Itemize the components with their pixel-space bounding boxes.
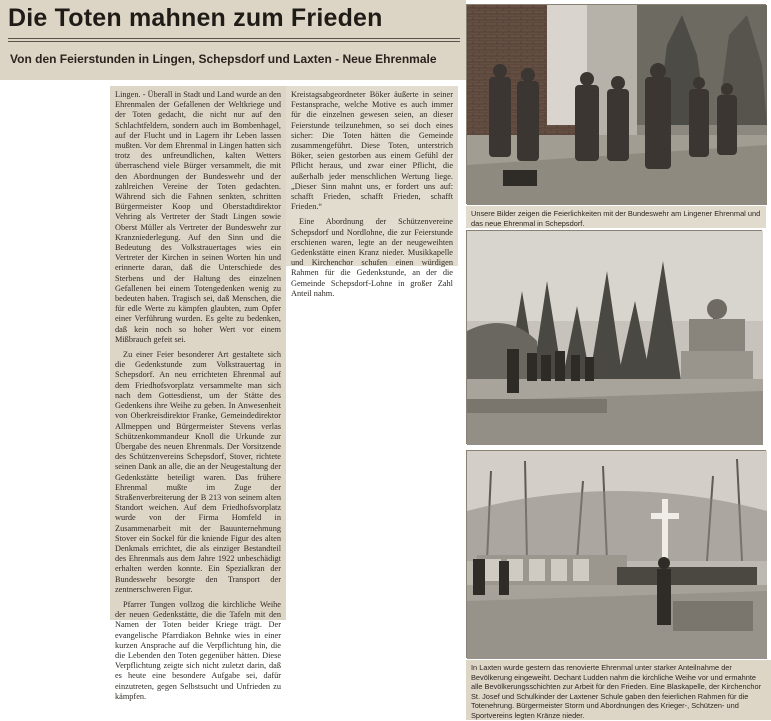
column-1-paragraph: Zu einer Feier besonderer Art gestaltete sich die Gedenkstunde zum Volkstrauertag in Schepsdorf. An neu errichteten Ehrenmal auf dem Friedhofsvorplatz versammelte man sich nach dem Gottesdienst, um der Stätte des Gedenkens ihre Weihe zu geben. In Anwesenheit von Oberkreisdirektor Franke, Gemeindedirektor Allmeppen und Bürgermeister Stevens verlas Schützenkommandeur Knoll die Urkunde zur Übergabe des neuen Ehrenmals. Der Vorsitzende des Schützenvereins Schepsdorf, Stover, richtete seinen Dank an alle, die an der Neugestaltung der Gedenkstätte beteiligt waren. Das frühere Ehrenmal mußte im Zuge der Straßenverbreiterung der B 213 von seinem alten Standort weichen. Auf dem Friedhofsvorplatz wurde von der Firma Homfeld in Zusammenarbeit mit der Bauunternehmung Stover ein Sockel für die kniende Figur des alten Denkmals errichtet, die als einziger Bestandteil des Ehrenmals aus dem Jahre 1922 unbeschädigt erhalten werden konnte. Ein Spezialkran der Bundeswehr besorgte den Transport der zentnerschweren Figur. (115, 350, 281, 594)
column-2-paragraph: Kreistagsabgeordneter Böker äußerte in seiner Festansprache, welche Motive es auch immer für die einzelnen gewesen seien, an dieser Feierstunde teilzunehmen, so sei doch eines sicher: Die Toten hätten die Gemeinde zusammengeführt. Diese Toten, unterstrich Böker, seien gestorben aus einem Gefühl der Pflicht heraus, und zwar einer Pflicht, die außerhalb jeder menschlichen Wertung liege. „Dieser Sinn mahnt uns, er fordert uns auf: schafft Frieden, schafft Frieden, schafft Frieden.“ (291, 90, 453, 212)
article-column-2 (286, 86, 458, 298)
photo-lingen-ceremony (466, 4, 766, 204)
column-2-clip (286, 86, 458, 298)
headline-rule-top (8, 38, 460, 39)
caption-top: Unsere Bilder zeigen die Feierlichkeiten mit der Bundeswehr am Lingener Ehrenmal und das neue Ehrenmal in Schepsdorf. (466, 206, 766, 228)
column-1-clip (110, 86, 286, 701)
caption-bottom: In Laxten wurde gestern das renovierte Ehrenmal unter starker Anteilnahme der Bevölkerung eingeweiht. Dechant Ludden nahm die kirchliche Weihe vor und ermahnte alle Bevölkerungsschichten zur Arbeit für den Frieden. Eine Blaskapelle, der Kirchenchor St. Josef und Schulkinder der Laxtener Schule gaben den feierlichen Rahmen für die Totenehrung. Bürgermeister Storm und Abordnungen des Krieger-, Schützen- und Sportvereins legten Kränze nieder. (466, 660, 771, 720)
column-2-paragraph: Eine Abordnung der Schützenvereine Schepsdorf und Nordlohne, die zur Feierstunde erschienen waren, legte an der neugeweihten Gedenkstätte einen Kranz nieder. Musikkapelle und Kirchenchor schufen einen würdigen Rahmen für die Gedenkstunde, an der die Gemeinde Schepsdorf-Lohne in großer Zahl Anteil nahm. (291, 217, 453, 298)
headline-rule-bottom (8, 41, 460, 42)
photo-laxten-memorial (466, 450, 766, 658)
column-1-paragraph: Pfarrer Tungen vollzog die kirchliche Weihe der neuen Gedenkstätte, die die Tafeln mit den Namen der Toten beider Kriege trägt. Der evangelische Pfarrdiakon Behnke wies in einer kurzen Ansprache auf die Verpflichtung hin, die die Lebenden den Toten gegenüber hätten. Diese Verpflichtung zeigte sich nicht zuletzt darin, daß es heute eine besondere Aufgabe sei, dafür einzutreten, gegen Selbstsucht und Unfrieden zu kämpfen. (115, 599, 281, 701)
headline-strip (0, 0, 466, 80)
article-column-1 (110, 86, 286, 701)
article-subheadline: Von den Feierstunden in Lingen, Schepsdorf und Laxten - Neue Ehrenmale (10, 52, 437, 66)
article-headline: Die Toten mahnen zum Frieden (8, 4, 383, 32)
photo-schepsdorf-memorial (466, 230, 762, 444)
column-1-paragraph: Lingen. - Überall in Stadt und Land wurde an den Ehrenmalen der Gefallenen der Weltkriege und der Toten gedacht, die nicht nur auf den Schlachtfeldern, sondern auch im Bombenhagel, auf der Flucht und in Lagern ihr Leben lassen mußten. Vor dem Ehrenmal in Lingen hatten sich trotz des unfreundlichen, kalten Wetters überraschend viele Bürger versammelt, die mit den Abordnungen der Bundeswehr und der zahlreichen Vereine der Toten gedachten. Während sich die Fahnen senkten, schritten Bürgermeister Koop und Oberstadtdirektor Vehring als Vertreter der Stadt Lingen sowie Oberst Müller als Vertreter der Bundeswehr zur Kranzniederlegung. Auf den Sinn und die Bedeutung des Volkstrauertages wies ein Vertreter der Kirchen in seinen Worten hin und erinnerte daran, daß die Unterschiede des Sterbens und der Haltung des einzelnen Gefallenen bei einem Totengedenken wenig zu bedeuten haben. Tragisch sei, daß Menschen, die für edle Werte zu kämpfen glaubten, zum Opfer einer Verführung wurden. Es gelte zu bedenken, daß kein noch so hoher Wert vor einem Mißbrauch gefeit sei. (115, 90, 281, 344)
